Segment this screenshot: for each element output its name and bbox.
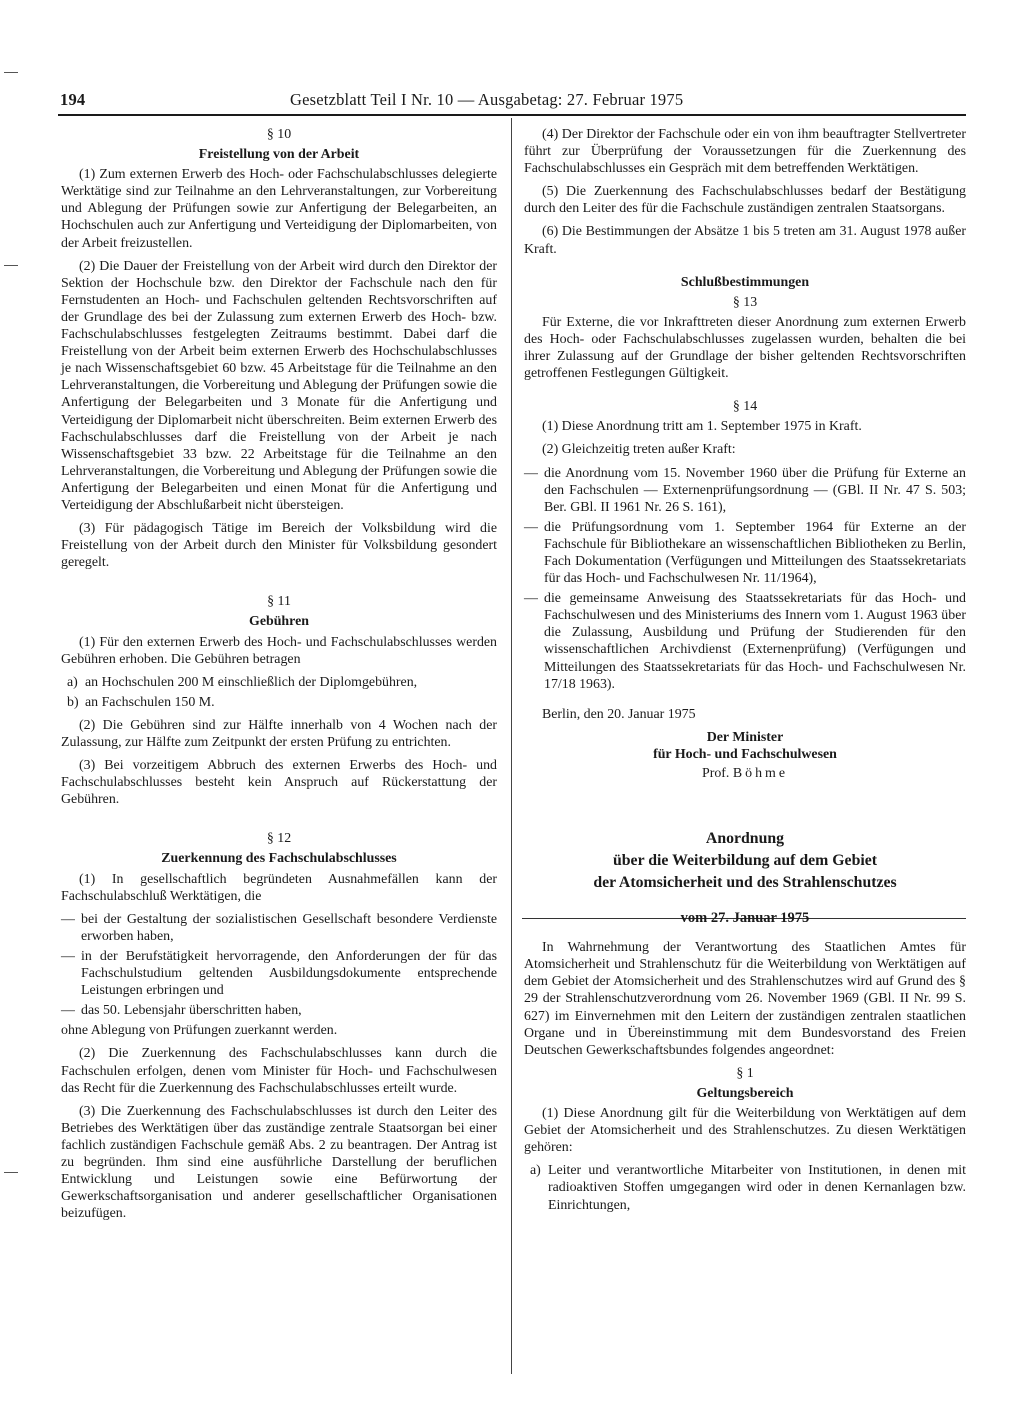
final-provisions-title: Schlußbestimmungen [680, 274, 810, 290]
item-marker: b) [67, 694, 79, 710]
section-14-dash-item [524, 465, 966, 516]
date-line: Berlin, den 20. Januar 1975 [542, 706, 696, 722]
section-14-dash-item [524, 519, 966, 587]
section-11-number: § 11 [267, 594, 291, 610]
section-14-number: § 14 [732, 399, 758, 415]
section-12-paragraph-1-end: ohne Ablegung von Prüfungen zuerkannt werden. [61, 1023, 338, 1039]
section-12-dash-item [61, 948, 497, 999]
order-section-1-item-a [524, 1162, 966, 1213]
page-header [60, 90, 966, 114]
section-14-paragraph-2: (2) Gleichzeitig treten außer Kraft: [542, 442, 736, 458]
margin-mark [4, 1172, 18, 1173]
section-11-paragraph-1: (1) Für den externen Erwerb des Hoch- und Fachschulabschlusses werden Gebühren erhoben. Die Gebühren betragen [61, 634, 497, 667]
section-11-item-a [61, 674, 497, 691]
section-11-paragraph-2: (2) Die Gebühren sind zur Hälfte innerhalb von 4 Wochen nach der Zulassung, zur Hälfte zum Zeitpunkt der ersten Prüfung zu entrichten. [61, 717, 497, 750]
gazette-title: Gesetzblatt Teil I Nr. 10 — Ausgabetag: 27. Februar 1975 [290, 90, 684, 109]
item-marker: a) [67, 674, 78, 690]
section-12-number: § 12 [266, 831, 292, 847]
margin-mark [4, 265, 18, 266]
dash-text: bei der Gestaltung der sozialistischen Gesellschaft besondere Verdienste erworben haben, [81, 911, 497, 944]
order-section-1-paragraph-1: (1) Diese Anordnung gilt für die Weiterbildung von Werktätigen auf dem Gebiet der Atomsicherheit und des Strahlenschutzes. Zu diesen Werktätigen gehören: [524, 1106, 966, 1156]
section-11-item-b [61, 694, 497, 711]
order-section-1-title: Geltungsbereich [696, 1085, 794, 1101]
section-12-dash-item [61, 911, 497, 945]
section-14-paragraph-1: (1) Diese Anordnung tritt am 1. September 1975 in Kraft. [542, 419, 862, 435]
margin-mark [4, 72, 18, 73]
section-12-paragraph-5: (5) Die Zuerkennung des Fachschulabschlusses bedarf der Bestätigung durch den Leiter des für die Fachschule zuständigen zentralen Staatsorgans. [524, 184, 966, 217]
dash-marker: — [61, 1003, 75, 1019]
section-12-paragraph-2: (2) Die Zuerkennung des Fachschulabschlusses kann durch die Fachschulen erfolgen, denen vom Minister für Hoch- und Fachschulwesen das Recht für die Zuerkennung des Fachschulabschlusses erteilt wurde. [61, 1046, 497, 1096]
dash-text: die gemeinsame Anweisung des Staatssekretariats für das Hoch- und Fachschulwesen und des Ministeriums des Innern vom 1. August 1963 über die Zulassung, Ausbildung und Prüfung der Studierenden für den wissenschaftlichen Archivdienst (Externenprüfung) (Verfügungen und Mitteilungen des Staatssekretariats für das Hoch- und Fachschulwesen Nr. 17/18 1963). [544, 591, 966, 692]
dash-marker: — [61, 948, 75, 964]
order-section-1-number: § 1 [736, 1065, 754, 1081]
section-14-dash-item [524, 590, 966, 693]
section-12-dash-item [61, 1002, 497, 1019]
section-12-paragraph-3: (3) Die Zuerkennung des Fachschulabschlusses ist durch den Leiter des Betriebes des Werktätigen über das zuständige zentrale Staatsorgan bei einer fachlich zuständigen Fachschule gemäß Abs. 2 zu beantragen. Der Antrag ist zu begründen. Ihm sind eine ausführliche Darstellung der beruflichen Entwicklung und Leistungen sowie eine Befürwortung der Gewerkschaftsorganisation und anderer gesellschaftlicher Organisationen beizufügen. [61, 1103, 497, 1222]
dash-text: das 50. Lebensjahr überschritten haben, [81, 1003, 302, 1019]
signature-title-line-2: für Hoch- und Fachschulwesen [653, 746, 837, 762]
order-preamble: In Wahrnehmung der Verantwortung des Staatlichen Amtes für Atomsicherheit und Strahlenschutz für die Weiterbildung von Werktätigen auf dem Gebiet der Atomsicherheit und des Strahlenschutzes wird auf Grund des § 29 der Strahlenschutzverordnung vom 26. November 1969 (GBl. II Nr. 99 S. 627) im Einvernehmen mit den Leitern der zuständigen zentralen staatlichen Organe und in Übereinstimmung mit dem Bundesvorstand des Freien Deutschen Gewerkschaftsbundes folgendes angeordnet: [524, 940, 966, 1058]
section-11-paragraph-3: (3) Bei vorzeitigem Abbruch des externen Erwerbs des Hoch- und Fachschulabschlusses besteht kein Anspruch auf Rückerstattung der Gebühren. [61, 758, 497, 808]
section-12-paragraph-4: (4) Der Direktor der Fachschule oder ein von ihm beauftragter Stellvertreter führt zur Überprüfung der Voraussetzungen für die Zuerkennung des Fachschulabschlusses ein Gespräch mit dem betreffenden Werktätigen. [524, 127, 966, 177]
order-date: vom 27. Januar 1975 [680, 910, 810, 927]
section-12-title: Zuerkennung des Fachschulabschlusses [161, 851, 397, 867]
header-rule [58, 114, 966, 116]
item-text: an Hochschulen 200 M einschließlich der Diplomgebühren, [85, 674, 418, 690]
signature-title-line-1: Der Minister [706, 729, 784, 745]
order-title-line-3: der Atomsicherheit und des Strahlenschutzes [593, 874, 897, 892]
signatory-name: Böhme [732, 766, 789, 781]
section-10-paragraph-3: (3) Für pädagogisch Tätige im Bereich der Volksbildung wird die Freistellung von der Arbeit durch den Minister für Volksbildung gesondert geregelt. [61, 521, 497, 571]
item-marker: a) [530, 1163, 541, 1179]
order-title-line-2: über die Weiterbildung auf dem Gebiet [612, 852, 878, 870]
section-10-paragraph-1: (1) Zum externen Erwerb des Hoch- oder Fachschulabschlusses delegierte Werktätige sind zur Teilnahme an den Lehrveranstaltungen, zur Vorbereitung und Ablegung der Prüfungen sowie zur Anfertigung der Belegarbeiten, an Hochschulen auch zur Anfertigung und Verteidigung der Diplomarbeiten, von der Arbeit freizustellen. [61, 167, 497, 251]
dash-marker: — [524, 519, 538, 535]
section-13-paragraph: Für Externe, die vor Inkrafttreten dieser Anordnung zum externen Erwerb des Hoch- oder Fachschulabschlusses zugelassen wurden, behalten die bei ihrer Zulassung auf der Grundlage der bisher geltenden Rechtsvorschriften getroffenen Festlegungen Gültigkeit. [524, 314, 966, 382]
section-10-title: Freistellung von der Arbeit [198, 147, 360, 163]
dash-marker: — [61, 911, 75, 927]
section-10-number: § 10 [266, 127, 292, 142]
item-text: an Fachschulen 150 M. [85, 694, 215, 710]
item-text: Leiter und verantwortliche Mitarbeiter von Institutionen, in denen mit radioaktiven Stoffen umgegangen wird oder in denen Kernanlagen bzw. Einrichtungen, [548, 1163, 966, 1213]
dash-text: die Prüfungsordnung vom 1. September 1964 für Externe an der Fachschule für Bibliothekare an wissenschaftlichen Bibliotheken zu Berlin, Fach Dokumentation (Verfügungen und Mitteilungen des Staatssekretariats für das Hoch- und Fachschulwesen Nr. 11/1964), [544, 519, 966, 587]
page-number: 194 [60, 90, 86, 109]
signatory-prefix: Prof. [701, 766, 730, 781]
dash-text: in der Berufstätigkeit hervorragende, den Anforderungen der für das Fachschulstudium geltenden Ausbildungsdokumente entsprechende Leistungen erbringen und [81, 948, 497, 999]
left-column [61, 126, 497, 1228]
section-12-paragraph-6: (6) Die Bestimmungen der Absätze 1 bis 5 treten am 31. August 1978 außer Kraft. [524, 224, 966, 257]
dash-marker: — [524, 465, 538, 481]
dash-marker: — [524, 591, 538, 607]
section-12-paragraph-1: (1) In gesellschaftlich begründeten Ausnahmefällen kann der Fachschulabschluß Werktätigen, die [61, 871, 497, 904]
section-10-paragraph-2: (2) Die Dauer der Freistellung von der Arbeit wird durch den Direktor der Sektion der Hochschule bzw. den Direktor der Fachschule nach den für Fernstudenten an Hoch- und Fachschulen geltenden Rechtsvorschriften auf der Grundlage des bei der Zulassung zum externen Erwerb des Hoch- bzw. Fachschulabschlusses festgelegten Zeitraums bestimmt. Dabei darf die Freistellung von der Arbeit beim externen Erwerb des Hochschulabschlusses je nach Wissenschaftsgebiet 60 bzw. 45 Arbeitstage für die Teilnahme an den Lehrveranstaltungen, die Vorbereitung und Ablegung der Prüfungen sowie die Anfertigung der Belegarbeiten und 3 Monate für die Anfertigung und Verteidigung der Diplomarbeit nicht überschreiten. Beim externen Erwerb des Fachschulabschlusses darf die Freistellung von der Arbeit je nach Wissenschaftsgebiet 33 bzw. 22 Arbeitstage für die Teilnahme an den Lehrveranstaltungen, die Vorbereitung und Ablegung der Prüfungen sowie die Anfertigung der Belegarbeiten und einen Monat für die Anfertigung und Verteidigung der Abschlußarbeit nicht übersteigen. [61, 258, 497, 513]
signatory [524, 765, 966, 782]
column-divider [511, 118, 512, 1374]
section-11-title: Gebühren [249, 614, 309, 630]
order-title-line-1: Anordnung [705, 830, 785, 848]
dash-text: die Anordnung vom 15. November 1960 über die Prüfung für Externe an den Fachschulen — Externenprüfungsordnung — (GBl. II Nr. 47 S. 503; Ber. GBl. II 1961 Nr. 26 S. 161), [544, 465, 966, 515]
right-column [524, 126, 966, 1217]
section-13-number: § 13 [732, 294, 758, 310]
